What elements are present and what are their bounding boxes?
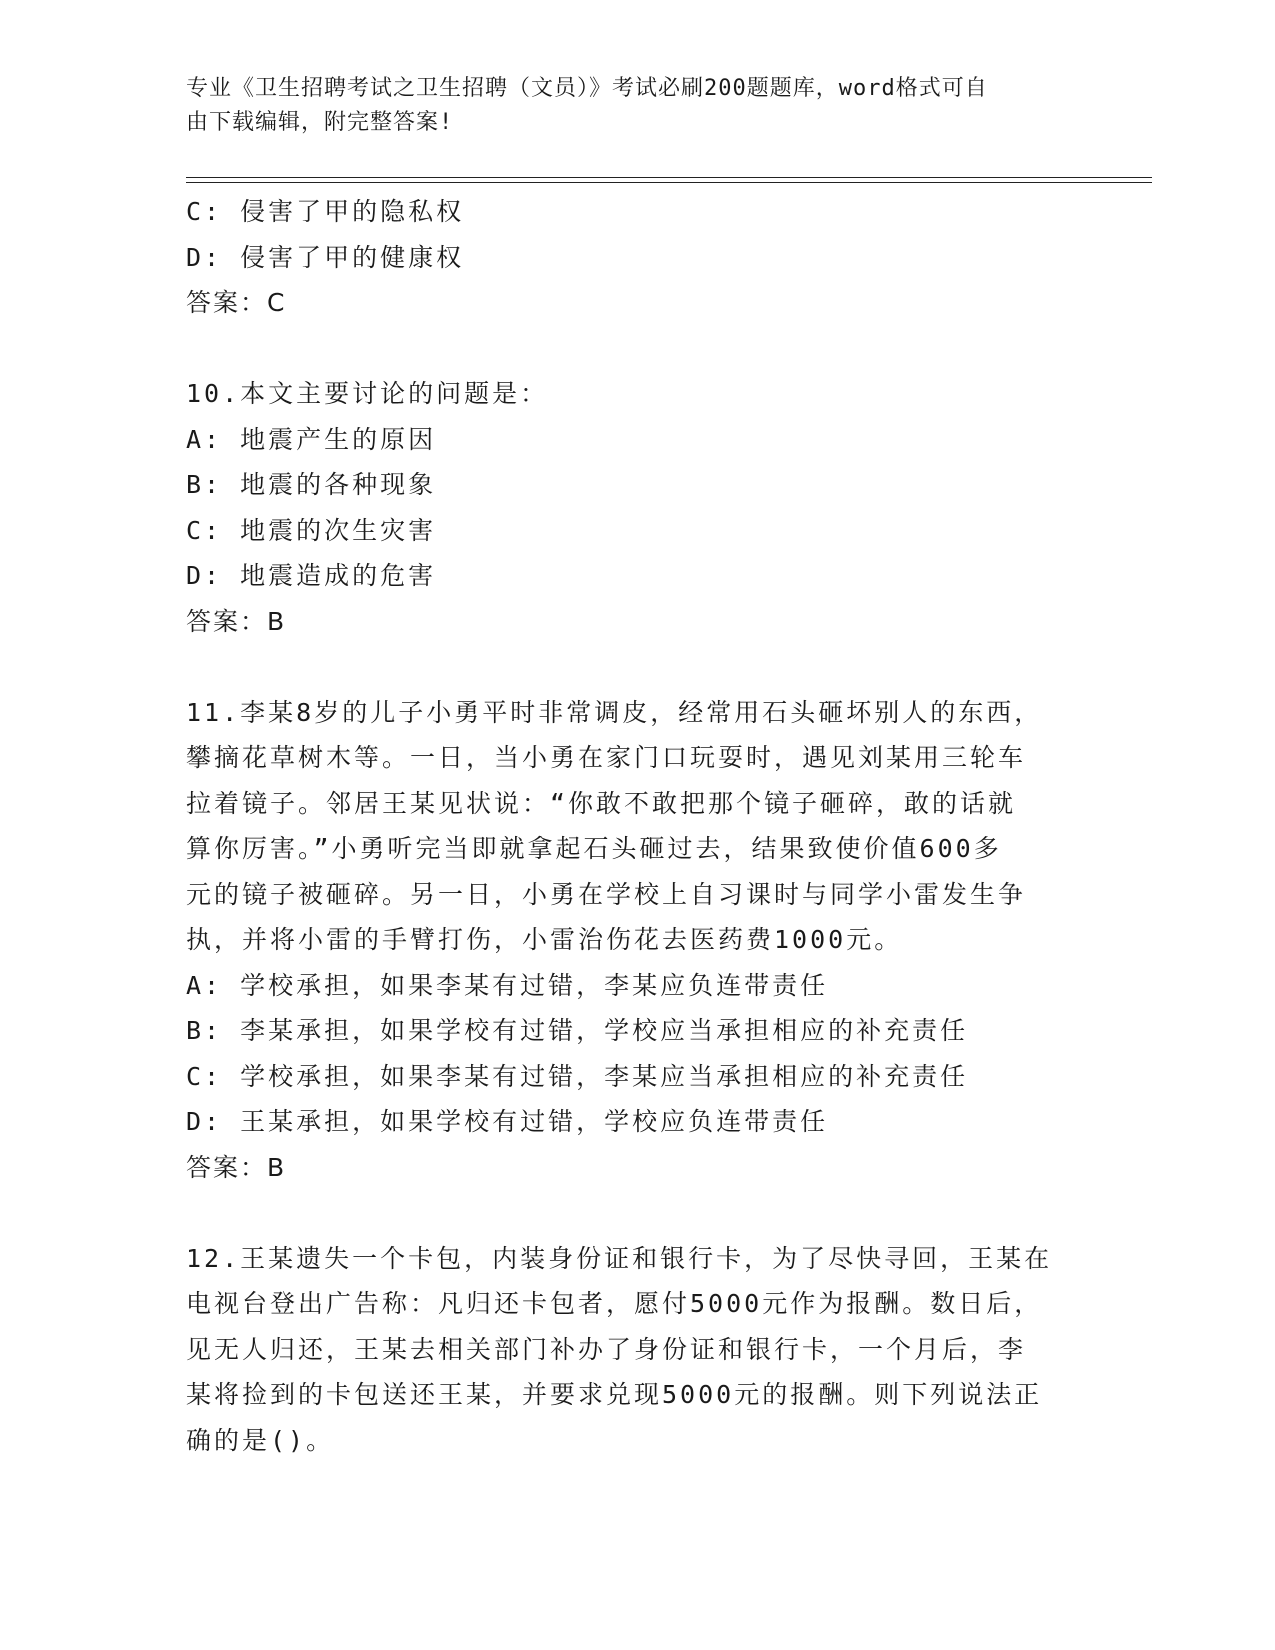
answer: 答案：B [186,606,287,636]
question-text-line: 电视台登出广告称：凡归还卡包者，愿付5000元作为报酬。数日后， [186,1289,1043,1318]
answer: 答案：B [186,1152,287,1182]
spacer [186,644,1086,690]
question-9-tail [186,189,1086,326]
question-text-line: 执，并将小雷的手臂打伤，小雷治伤花去医药费1000元。 [186,925,903,954]
option-c: C: 地震的次生灾害 [186,515,437,545]
question-text-line: 算你厉害。”小勇听完当即就拿起石头砸过去，结果致使价值600多 [186,834,1002,863]
option-d: D: 侵害了甲的健康权 [186,242,465,272]
question-11 [186,690,1086,1191]
question-text-line: 拉着镜子。邻居王某见状说：“你敢不敢把那个镜子砸碎，敢的话就 [186,788,1017,818]
document-body [186,189,1086,1463]
option-b: B: 地震的各种现象 [186,470,437,499]
spacer [186,1190,1086,1236]
option-c: C: 学校承担，如果李某有过错，李某应当承担相应的补充责任 [186,1061,969,1091]
question-text-line: 某将捡到的卡包送还王某，并要求兑现5000元的报酬。则下列说法正 [186,1380,1043,1409]
document-header [186,72,1086,140]
question-text: 10.本文主要讨论的问题是： [186,379,549,408]
question-text-line: 攀摘花草树木等。一日，当小勇在家门口玩耍时，遇见刘某用三轮车 [186,743,1027,772]
question-text-line: 见无人归还，王某去相关部门补办了身份证和银行卡，一个月后，李 [186,1334,1027,1364]
spacer [186,326,1086,372]
option-d: D: 地震造成的危害 [186,561,437,590]
option-d: D: 王某承担，如果学校有过错，学校应负连带责任 [186,1107,829,1136]
header-line-2: 由下载编辑，附完整答案! [186,110,454,135]
question-text-line: 12.王某遗失一个卡包，内装身份证和银行卡，为了尽快寻回，王某在 [186,1243,1053,1273]
header-rule-top [186,177,1152,178]
question-text-line: 确的是()。 [186,1425,335,1455]
header-line-1: 专业《卫生招聘考试之卫生招聘（文员）》考试必刷200题题库，word格式可自 [186,76,988,101]
option-a: A: 学校承担，如果李某有过错，李某应负连带责任 [186,970,829,1000]
option-b: B: 李某承担，如果学校有过错，学校应当承担相应的补充责任 [186,1016,969,1045]
question-10 [186,371,1086,644]
header-rule-bottom [186,182,1152,183]
question-text-line: 11.李某8岁的儿子小勇平时非常调皮，经常用石头砸坏别人的东西， [186,697,1043,727]
answer: 答案：C [186,288,287,317]
option-a: A: 地震产生的原因 [186,424,437,454]
option-c: C: 侵害了甲的隐私权 [186,197,465,226]
question-text-line: 元的镜子被砸碎。另一日，小勇在学校上自习课时与同学小雷发生争 [186,879,1027,909]
question-12 [186,1236,1086,1464]
